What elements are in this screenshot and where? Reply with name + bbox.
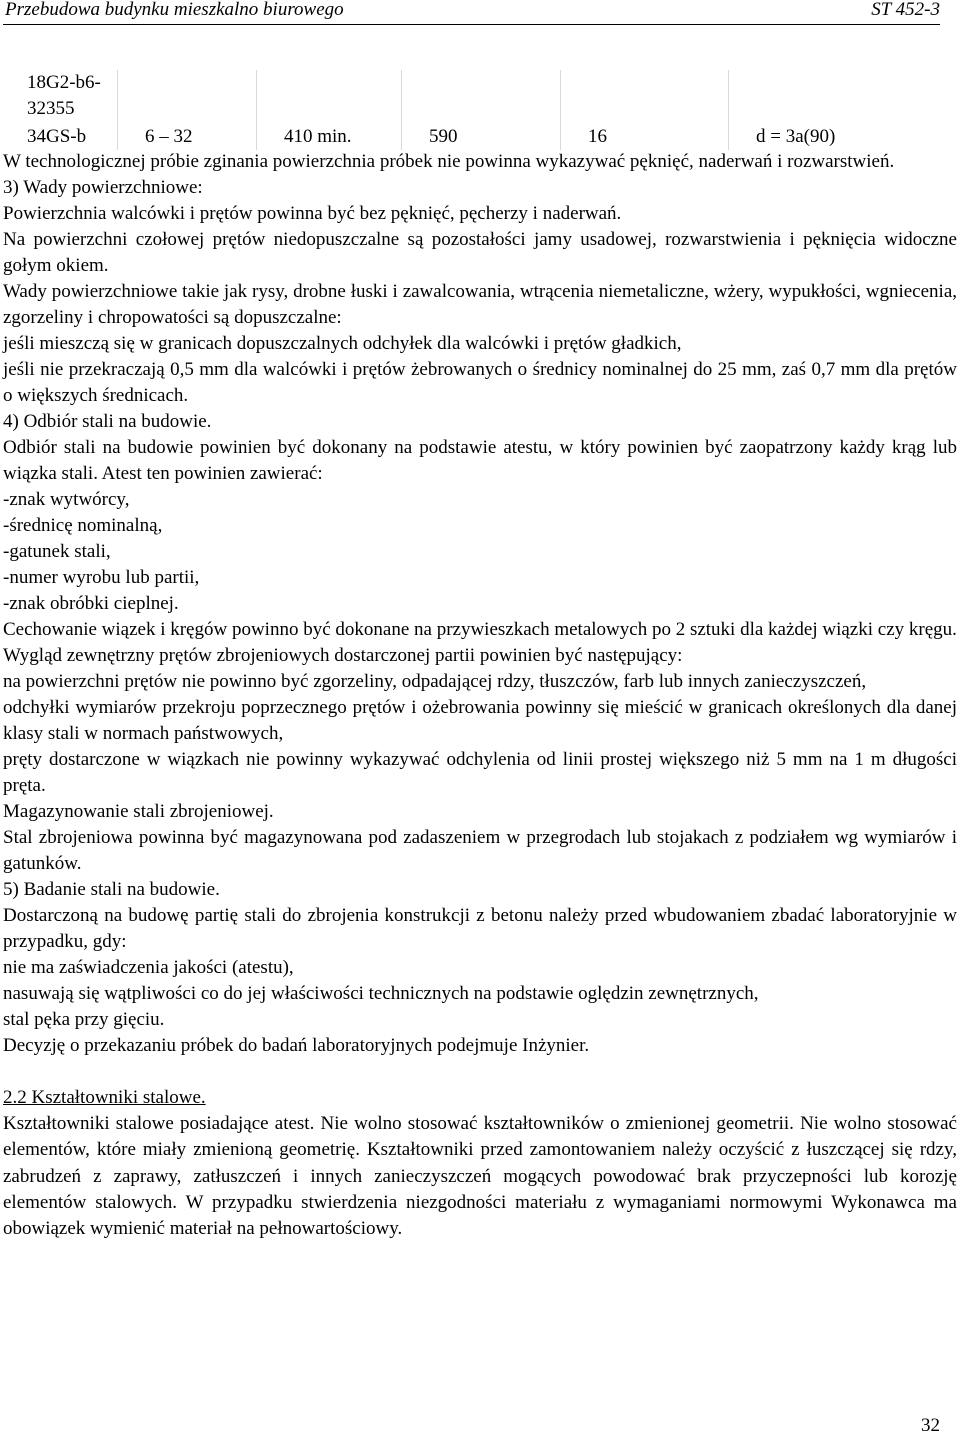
paragraph: Decyzję o przekazaniu próbek do badań laboratoryjnych podejmuje Inżynier. xyxy=(3,1035,590,1056)
paragraph: Cechowanie wiązek i kręgów powinno być dokonane na przywieszkach metalowych po 2 sztuki dla każdej wiązki czy kręgu. xyxy=(3,619,957,640)
paragraph: Na powierzchni czołowej prętów niedopuszczalne są pozostałości jamy usadowej, rozwarstwienia i pęknięcia widoczne gołym okiem. xyxy=(3,229,957,276)
table-cell xyxy=(257,70,402,124)
list-item: pręty dostarczone w wiązkach nie powinny wykazywać odchylenia od linii prostej większego niż 5 mm na 1 m długości pręta. xyxy=(3,749,957,796)
page-number: 32 xyxy=(921,1415,940,1436)
list-item: odchyłki wymiarów przekroju poprzecznego prętów i ożebrowania powinny się mieścić w granicach określonych dla danej klasy stali w normach państwowych, xyxy=(3,697,957,744)
section-paragraph: Kształtowniki stalowe posiadające atest. Nie wolno stosować kształtowników o zmienionej geometrii. Nie wolno stosować elementów, które miały zmienioną geometrię. Kształtowniki przed zamontowaniem należy oczyścić z łuszczącej się rdzy, zabrudzeń z zaprawy, zatłuszczeń i innych zanieczyszczeń mogących powodować brak przyczepności lub korozję elementów stalowych. W przypadku stwierdzenia niezgodności materiału z wymaganiami normowymi Wykonawca ma obowiązek wymienić materiał na pełnowartościowy. xyxy=(3,1113,957,1240)
list-item: -znak obróbki cieplnej. xyxy=(3,593,179,614)
table-cell: 410 min. xyxy=(257,124,402,150)
list-item: nasuwają się wątpliwości co do jej właściwości technicznych na podstawie oględzin zewnętrznych, xyxy=(3,983,759,1004)
paragraph: Powierzchnia walcówki i prętów powinna być bez pęknięć, pęcherzy i naderwań. xyxy=(3,203,622,224)
table-cell: 18G2-b6-32355 xyxy=(0,70,118,124)
document-body xyxy=(3,149,957,1242)
paragraph: W technologicznej próbie zginania powierzchnia próbek nie powinna wykazywać pęknięć, naderwań i rozwarstwień. xyxy=(3,151,895,172)
paragraph: Odbiór stali na budowie powinien być dokonany na podstawie atestu, w który powinien być zaopatrzony każdy krąg lub wiązka stali. Atest ten powinien zawierać: xyxy=(3,437,957,484)
list-item: jeśli mieszczą się w granicach dopuszczalnych odchyłek dla walcówki i prętów gładkich, xyxy=(3,333,682,354)
table-cell: 34GS-b xyxy=(0,124,118,150)
page-header xyxy=(3,0,940,25)
list-item: -średnicę nominalną, xyxy=(3,515,163,536)
list-item: jeśli nie przekraczają 0,5 mm dla walcówki i prętów żebrowanych o średnicy nominalnej do 25 mm, zaś 0,7 mm dla prętów o większych średnicach. xyxy=(3,359,957,406)
table-row xyxy=(0,124,876,150)
list-item: -numer wyrobu lub partii, xyxy=(3,567,200,588)
table-row xyxy=(0,70,876,124)
table-cell: d = 3a(90) xyxy=(756,126,836,147)
list-item: -znak wytwórcy, xyxy=(3,489,130,510)
blank-line xyxy=(3,1059,957,1085)
list-item: nie ma zaświadczenia jakości (atestu), xyxy=(3,957,294,978)
paragraph: Wygląd zewnętrzny prętów zbrojeniowych dostarczonej partii powinien być następujący: xyxy=(3,645,683,666)
table-cell: 6 – 32 xyxy=(118,124,257,150)
table-cell: 16 xyxy=(561,124,729,150)
table-cell xyxy=(729,70,877,124)
paragraph: Stal zbrojeniowa powinna być magazynowana pod zadaszeniem w przegrodach lub stojakach z podziałem wg wymiarów i gatunków. xyxy=(3,827,957,874)
list-item: -gatunek stali, xyxy=(3,541,111,562)
subheading: 3) Wady powierzchniowe: xyxy=(3,177,203,198)
paragraph: Dostarczoną na budowę partię stali do zbrojenia konstrukcji z betonu należy przed wbudowaniem zbadać laboratoryjnie w przypadku, gdy: xyxy=(3,905,957,952)
list-item: na powierzchni prętów nie powinno być zgorzeliny, odpadającej rdzy, tłuszczów, farb lub innych zanieczyszczeń, xyxy=(3,671,867,692)
list-item: stal pęka przy gięciu. xyxy=(3,1009,165,1030)
subheading: 5) Badanie stali na budowie. xyxy=(3,879,220,900)
table-cell xyxy=(561,70,729,124)
subheading: Magazynowanie stali zbrojeniowej. xyxy=(3,801,274,822)
section-heading xyxy=(3,1085,957,1111)
paragraph: Wady powierzchniowe takie jak rysy, drobne łuski i zawalcowania, wtrącenia niemetaliczne, wżery, wypukłości, wgniecenia, zgorzeliny i chropowatości są dopuszczalne: xyxy=(3,281,957,328)
section-heading-text: 2.2 Kształtowniki stalowe. xyxy=(3,1087,206,1108)
table-cell: 590 xyxy=(402,124,561,150)
subheading: 4) Odbiór stali na budowie. xyxy=(3,411,212,432)
spec-code: ST 452-3 xyxy=(871,0,940,20)
table-cell xyxy=(118,70,257,124)
steel-grade-table xyxy=(0,70,876,150)
document-title: Przebudowa budynku mieszkalno biurowego xyxy=(5,0,344,20)
table-cell xyxy=(402,70,561,124)
